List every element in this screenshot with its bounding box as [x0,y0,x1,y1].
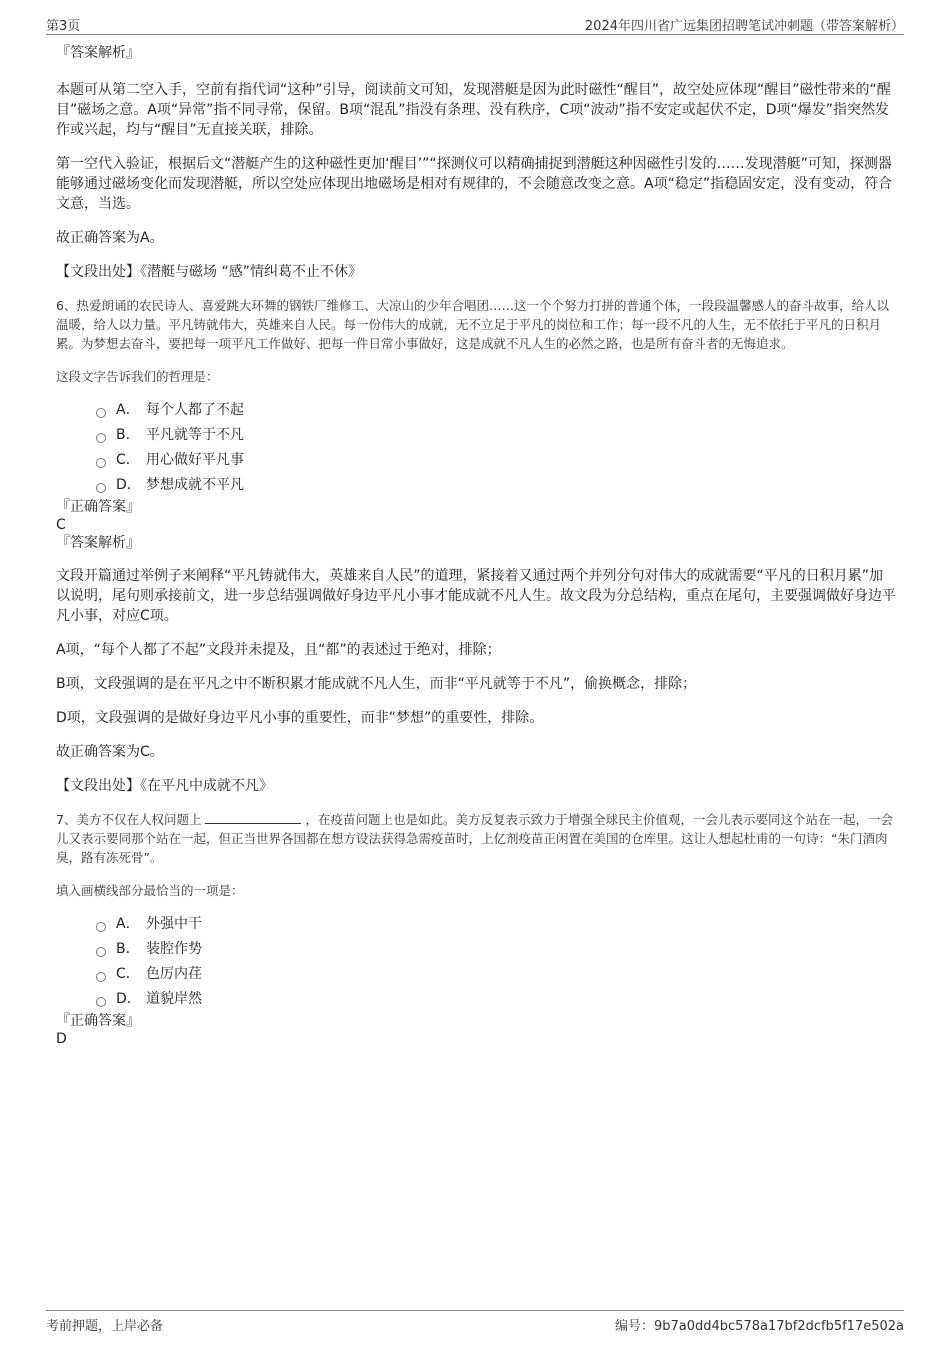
option-b[interactable]: B． 装腔作势 [96,937,896,962]
option-d[interactable]: D． 梦想成就不平凡 [96,473,896,498]
correct-answer: C [56,517,66,533]
radio-icon[interactable] [96,997,106,1007]
answer-conclusion: 故正确答案为A。 [56,230,164,246]
source-citation: 【文段出处】《在平凡中成就不凡》 [56,778,273,794]
question-stem: 7、美方不仅在人权问题上 ，在疫苗问题上也是如此。美方反复表示致力于增强全球民主价值观，一会儿表示要同这个站在一起，一会儿又表示要同那个站在一起，但正当世界各国都在想方设法获得急需疫苗时，上亿剂疫苗正闲置在美国的仓库里。这让人想起杜甫的一句诗：“朱门酒肉臭，路有冻死骨”。 [56,812,893,865]
question-prompt: 这段文字告诉我们的哲理是： [56,369,219,384]
analysis-option-b: B项，文段强调的是在平凡之中不断积累才能成就不凡人生，而非“平凡就等于不凡”，偷换概念，排除； [56,676,697,692]
answer-conclusion: 故正确答案为C。 [56,744,164,760]
option-list [96,398,896,498]
radio-icon[interactable] [96,408,106,418]
analysis-label: 『答案解析』 [56,535,140,551]
fill-blank [205,811,301,824]
option-b[interactable]: B． 平凡就等于不凡 [96,423,896,448]
analysis-label: 『答案解析』 [56,45,140,61]
radio-icon[interactable] [96,947,106,957]
page-footer [46,1310,904,1333]
analysis-paragraph: 第一空代入验证，根据后文“潜艇产生的这种磁性更加‘醒目’”“探测仪可以精确捕捉到潜艇这种因磁性引发的……发现潜艇”可知，探测器能够通过磁场变化而发现潜艇，所以空处应体现出地磁场是相对有规律的，不会随意改变之意。A项“稳定”指稳固安定，没有变动，符合文意，当选。 [56,156,893,212]
radio-icon[interactable] [96,922,106,932]
correct-answer-label: 『正确答案』 [56,499,140,515]
correct-answer: D [56,1031,67,1047]
analysis-option-a: A项，“每个人都了不起”文段并未提及，且“都”的表述过于绝对，排除； [56,642,501,658]
analysis-paragraph: 本题可从第二空入手，空前有指代词“这种”引导，阅读前文可知，发现潜艇是因为此时磁性“醒目”，故空处应体现“醒目”磁性带来的“醒目”磁场之意。A项“异常”指不同寻常，保留。B项“混乱”指没有条理、没有秩序，C项“波动”指不安定或起伏不定，D项“爆发”指突然发作或兴起，均与“醒目”无直接关联，排除。 [56,82,891,138]
page-header [46,14,904,35]
analysis-paragraph: 文段开篇通过举例子来阐释“平凡铸就伟大，英雄来自人民”的道理，紧接着又通过两个并列分句对伟大的成就需要“平凡的日积月累”加以说明，尾句则承接前文，进一步总结强调做好身边平凡小事才能成就不凡人生。故文段为分总结构，重点在尾句，主要强调做好身边平凡小事，对应C项。 [56,568,896,624]
document-id: 编号：9b7a0dd4bc578a17bf2dcfb5f17e502a [614,1319,904,1334]
radio-icon[interactable] [96,483,106,493]
option-list [96,912,896,1012]
page-content [56,44,896,1048]
correct-answer-label: 『正确答案』 [56,1013,140,1029]
question-stem: 6、热爱朗诵的农民诗人、喜爱跳大环舞的钢铁厂维修工、大凉山的少年合唱团……这一个个努力打拼的普通个体，一段段温馨感人的奋斗故事，给人以温暖，给人以力量。平凡铸就伟大，英雄来自人民。每一份伟大的成就，无不立足于平凡的岗位和工作；每一段不凡的人生，无不依托于平凡的日积月累。为梦想去奋斗，要把每一项平凡工作做好、把每一件日常小事做好，这是成就不凡人生的必然之路，也是所有奋斗者的无悔追求。 [56,298,889,351]
option-c[interactable]: C． 用心做好平凡事 [96,448,896,473]
document-title: 2024年四川省广远集团招聘笔试冲刺题（带答案解析） [584,19,904,34]
radio-icon[interactable] [96,433,106,443]
analysis-option-d: D项，文段强调的是做好身边平凡小事的重要性，而非“梦想”的重要性，排除。 [56,710,544,726]
question-prompt: 填入画横线部分最恰当的一项是： [56,883,244,898]
page-number: 第3页 [46,19,81,34]
radio-icon[interactable] [96,458,106,468]
option-c[interactable]: C． 色厉内荏 [96,962,896,987]
option-d[interactable]: D． 道貌岸然 [96,987,896,1012]
option-a[interactable]: A． 每个人都了不起 [96,398,896,423]
option-a[interactable]: A． 外强中干 [96,912,896,937]
source-citation: 【文段出处】《潜艇与磁场 “感”情纠葛不止不休》 [56,264,362,280]
radio-icon[interactable] [96,972,106,982]
footer-slogan: 考前押题，上岸必备 [46,1319,164,1334]
